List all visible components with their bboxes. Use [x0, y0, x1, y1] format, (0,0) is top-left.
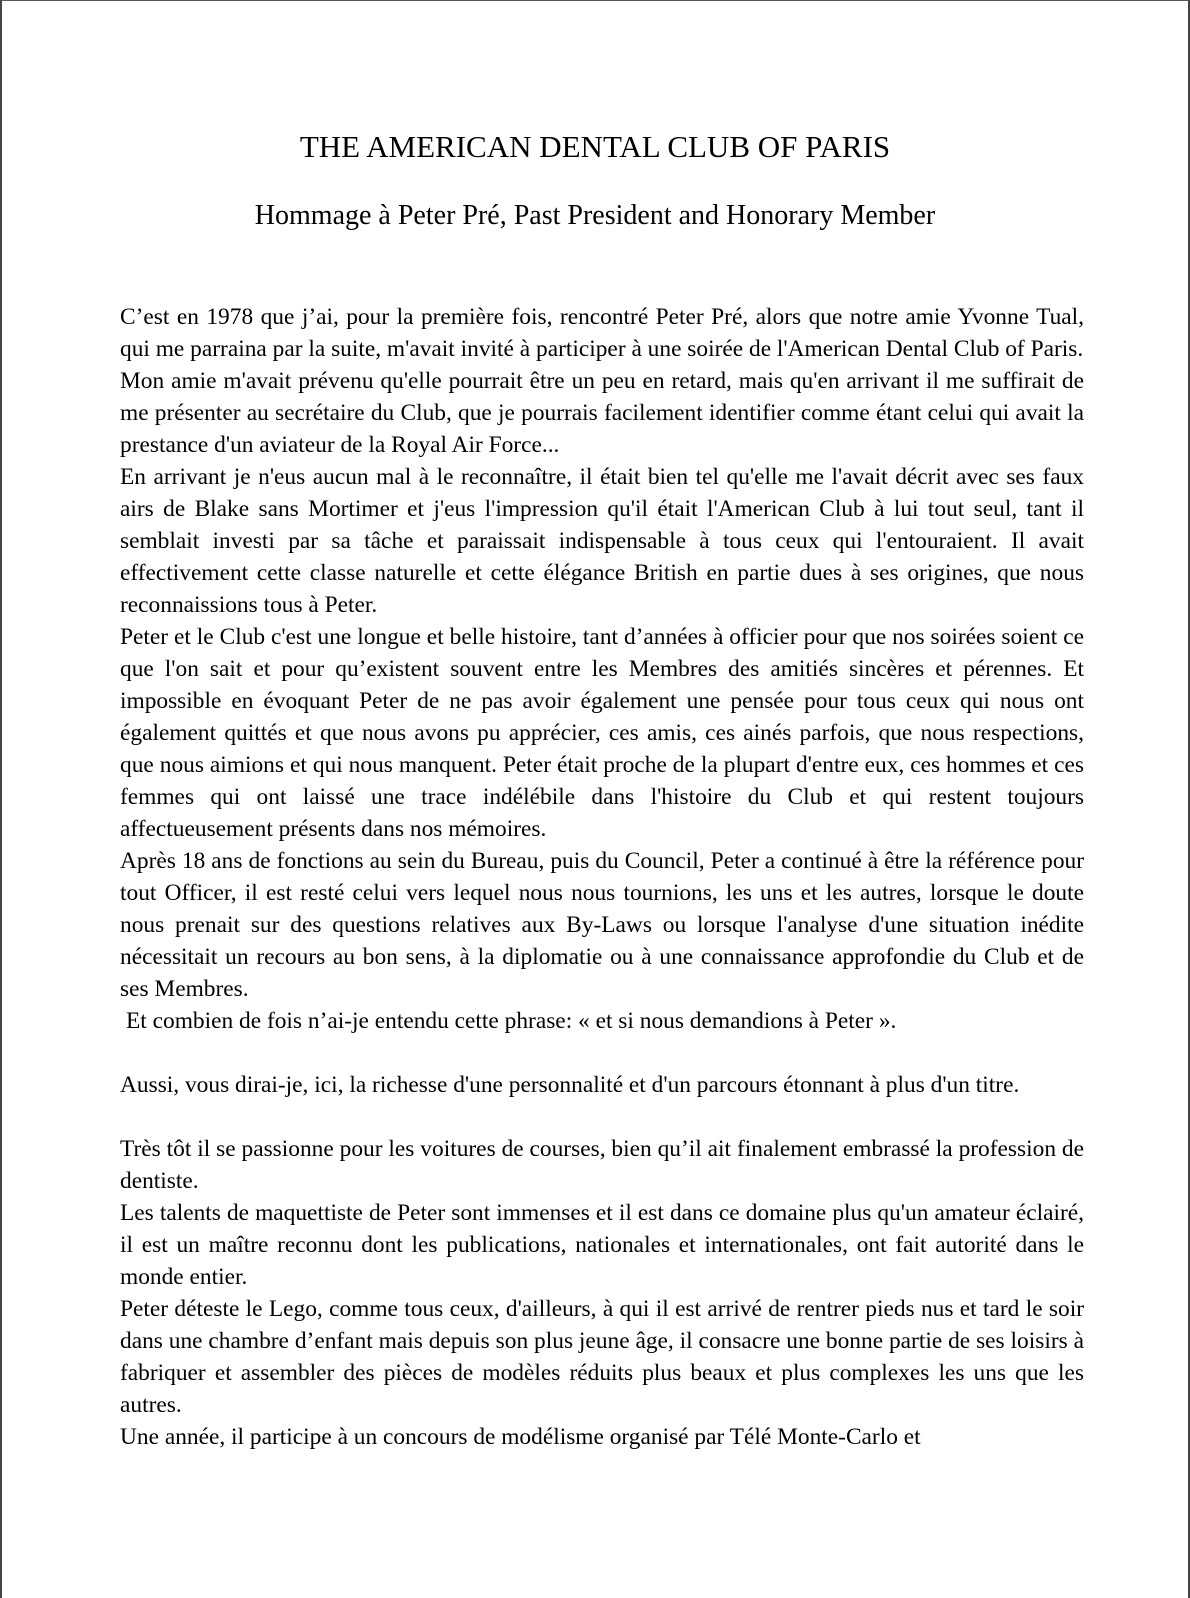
document-title: THE AMERICAN DENTAL CLUB OF PARIS [299, 129, 891, 164]
paragraph: Une année, il participe à un concours de modélisme organisé par Télé Monte-Carlo et [120, 1424, 921, 1450]
paragraph: Peter déteste le Lego, comme tous ceux, d'ailleurs, à qui il est arrivé de rentrer pieds nus et tard le soir dans une chambre d’enfant mais depuis son plus jeune âge, il consacre une bonne partie de ses loisirs à fabriquer et assembler des pièces de modèles réduits plus beaux et plus complexes les uns que les autres. [120, 1296, 1084, 1418]
paragraph: Après 18 ans de fonctions au sein du Bureau, puis du Council, Peter a continué à être la référence pour tout Officer, il est resté celui vers lequel nous nous tournions, les uns et les autres, lorsque le doute nous prenait sur des questions relatives aux By-Laws ou lorsque l'analyse d'une situation inédite nécessitait un recours au bon sens, à la diplomatie ou à une connaissance approfondie du Club et de ses Membres. [120, 848, 1084, 1002]
paragraph: C’est en 1978 que j’ai, pour la première fois, rencontré Peter Pré, alors que notre amie Yvonne Tual, qui me parraina par la suite, m'avait invité à participer à une soirée de l'American Dental Club of Paris. [120, 304, 1084, 362]
document-body [120, 301, 1084, 1453]
paragraph: Aussi, vous dirai-je, ici, la richesse d'une personnalité et d'un parcours étonnant à plus d'un titre. [120, 1072, 1020, 1098]
document-subtitle: Hommage à Peter Pré, Past President and Honorary Member [254, 200, 936, 231]
paragraph: Mon amie m'avait prévenu qu'elle pourrait être un peu en retard, mais qu'en arrivant il me suffirait de me présenter au secrétaire du Club, que je pourrais facilement identifier comme étant celui qui avait la prestance d'un aviateur de la Royal Air Force... [120, 368, 1084, 458]
paragraph-spacer [120, 1037, 1084, 1069]
paragraph: Peter et le Club c'est une longue et belle histoire, tant d’années à officier pour que nos soirées soient ce que l'on sait et pour qu’existent souvent entre les Membres des amitiés sincères et pérennes. Et impossible en évoquant Peter de ne pas avoir également une pensée pour tous ceux qui nous ont également quittés et que nous avons pu apprécier, ces amis, ces ainés parfois, que nous respections, que nous aimions et qui nous manquent. Peter était proche de la plupart d'entre eux, ces hommes et ces femmes qui ont laissé une trace indélébile dans l'histoire du Club et qui restent toujours affectueusement présents dans nos mémoires. [120, 624, 1084, 842]
paragraph-spacer [120, 1101, 1084, 1133]
paragraph: Très tôt il se passionne pour les voitures de courses, bien qu’il ait finalement embrassé la profession de dentiste. [120, 1136, 1084, 1194]
paragraph: Et combien de fois n’ai-je entendu cette phrase: « et si nous demandions à Peter ». [126, 1008, 897, 1034]
paragraph: En arrivant je n'eus aucun mal à le reconnaître, il était bien tel qu'elle me l'avait décrit avec ses faux airs de Blake sans Mortimer et j'eus l'impression qu'il était l'American Club à lui tout seul, tant il semblait investi par sa tâche et paraissait indispensable à tous ceux qui l'entouraient. Il avait effectivement cette classe naturelle et cette élégance British en partie dues à ses origines, que nous reconnaissions tous à Peter. [120, 464, 1084, 618]
paragraph: Les talents de maquettiste de Peter sont immenses et il est dans ce domaine plus qu'un amateur éclairé, il est un maître reconnu dont les publications, nationales et internationales, ont fait autorité dans le monde entier. [120, 1200, 1084, 1290]
